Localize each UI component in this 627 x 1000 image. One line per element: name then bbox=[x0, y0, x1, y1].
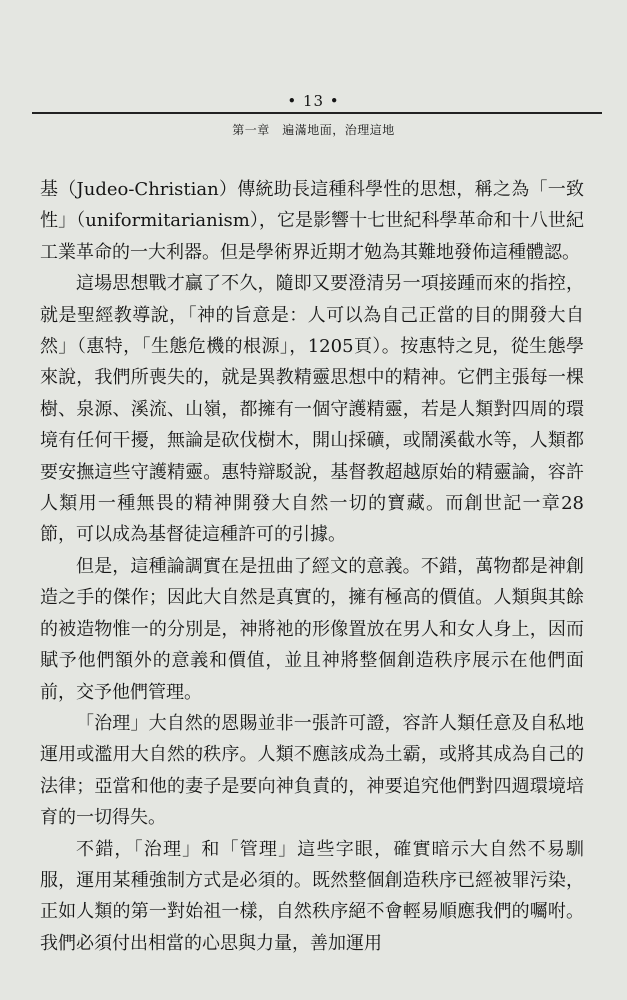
chapter-title: 第一章 遍滿地面，治理這地 bbox=[232, 123, 395, 137]
paragraph: 這場思想戰才贏了不久，隨即又要澄清另一項接踵而來的指控，就是聖經教導說，「神的旨意是：人可以為自己正當的目的開發大自然」（惠特，「生態危機的根源」，1205頁）。按惠特之見，從生態學來說，我們所喪失的，就是異教精靈思想中的精神。它們主張每一棵樹、泉源、溪流、山嶺，都擁有一個守護精靈，若是人類對四周的環境有任何干擾，無論是砍伐樹木，開山採礦，或鬧溪截水等，人類都要安撫這些守護精靈。惠特辯駁說，基督教超越原始的精靈論，容許人類用一種無畏的精神開發大自然一切的寶藏。而創世記一章28節，可以成為基督徒這種許可的引據。 bbox=[40, 273, 584, 546]
paragraph: 不錯，「治理」和「管理」這些字眼，確實暗示大自然不易馴服，運用某種強制方式是必須的。既然整個創造秩序已經被罪污染，正如人類的第一對始祖一樣，自然秩序絕不會輕易順應我們的囑咐。我們必須付出相當的心思與力量，善加運用 bbox=[40, 838, 584, 954]
paragraph: 基（Judeo-Christian）傳統助長這種科學性的思想，稱之為「一致性」（uniformitarianism），它是影響十七世紀科學革命和十八世紀工業革命的一大利器。但是學術界近期才勉為其難地發佈這種體認。 bbox=[40, 179, 584, 263]
body-text bbox=[40, 174, 584, 959]
header-rule bbox=[32, 112, 602, 114]
paragraph: 「治理」大自然的恩賜並非一張許可證，容許人類任意及自私地運用或濫用大自然的秩序。人類不應該成為土霸，或將其成為自己的法律；亞當和他的妻子是要向神負責的，神要追究他們對四週環境培育的一切得失。 bbox=[40, 712, 584, 829]
page-number: • 13 • bbox=[287, 92, 340, 110]
paragraph: 但是，這種論調實在是扭曲了經文的意義。不錯，萬物都是神創造之手的傑作；因此大自然是真實的，擁有極高的價值。人類與其餘的被造物惟一的分別是，神將祂的形像置放在男人和女人身上，因而賦予他們額外的意義和價值，並且神將整個創造秩序展示在他們面前，交予他們管理。 bbox=[40, 555, 584, 703]
